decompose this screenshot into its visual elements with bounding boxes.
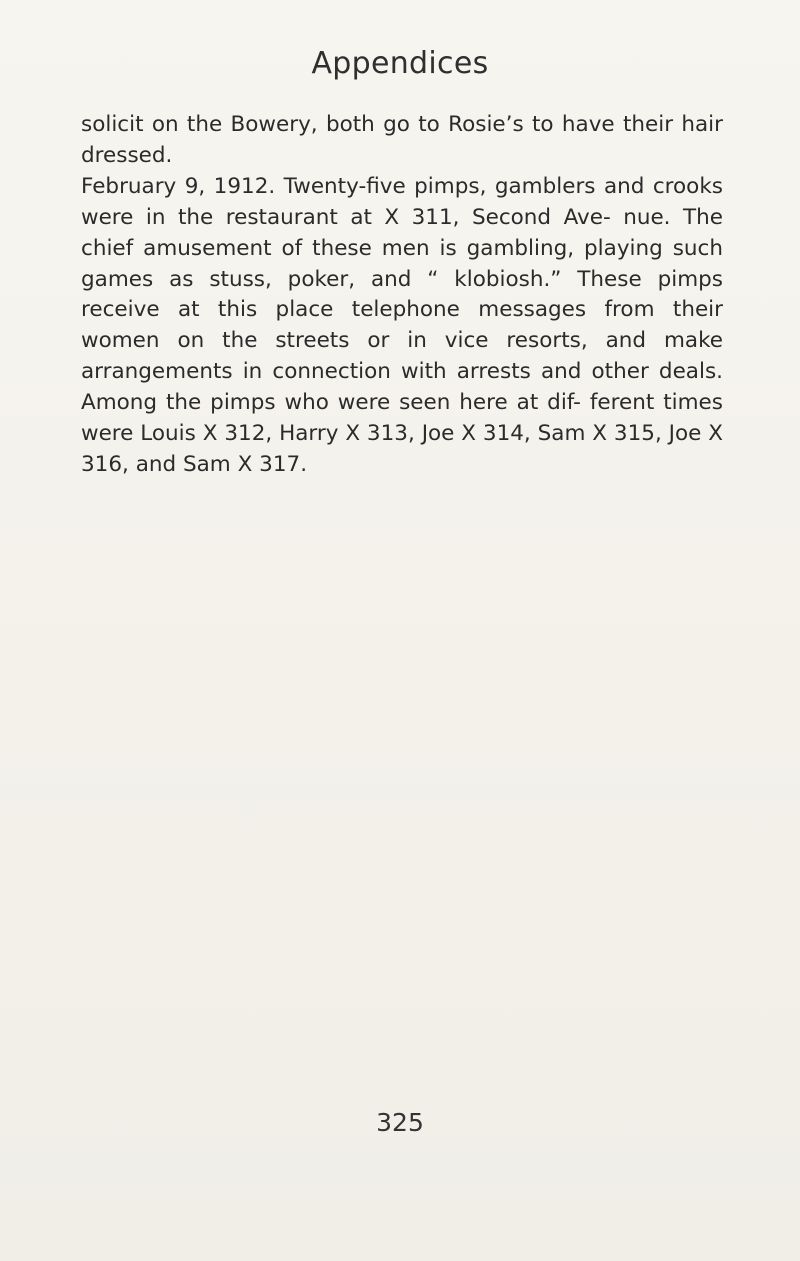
body-text — [81, 110, 723, 481]
paragraph-continuation: solicit on the Bowery, both go to Rosie’s to have their hair dressed. — [81, 112, 723, 168]
running-head-title: Appendices — [311, 46, 489, 81]
paragraph-entry-feb-9-1912: February 9, 1912. Twenty-five pimps, gamblers and crooks were in the restaurant at X 311, Second Ave- nue. The chief amusement of these men is gambling, playing such games as stuss, poker, and “ klobiosh.” These pimps receive at this place telephone messages from their women on the streets or in vice resorts, and make arrangements in connection with arrests and other deals. Among the pimps who were seen here at dif- ferent times were Louis X 312, Harry X 313, Joe X 314, Sam X 315, Joe X 316, and Sam X 317. — [81, 173, 723, 477]
page-number: 325 — [376, 1108, 424, 1137]
